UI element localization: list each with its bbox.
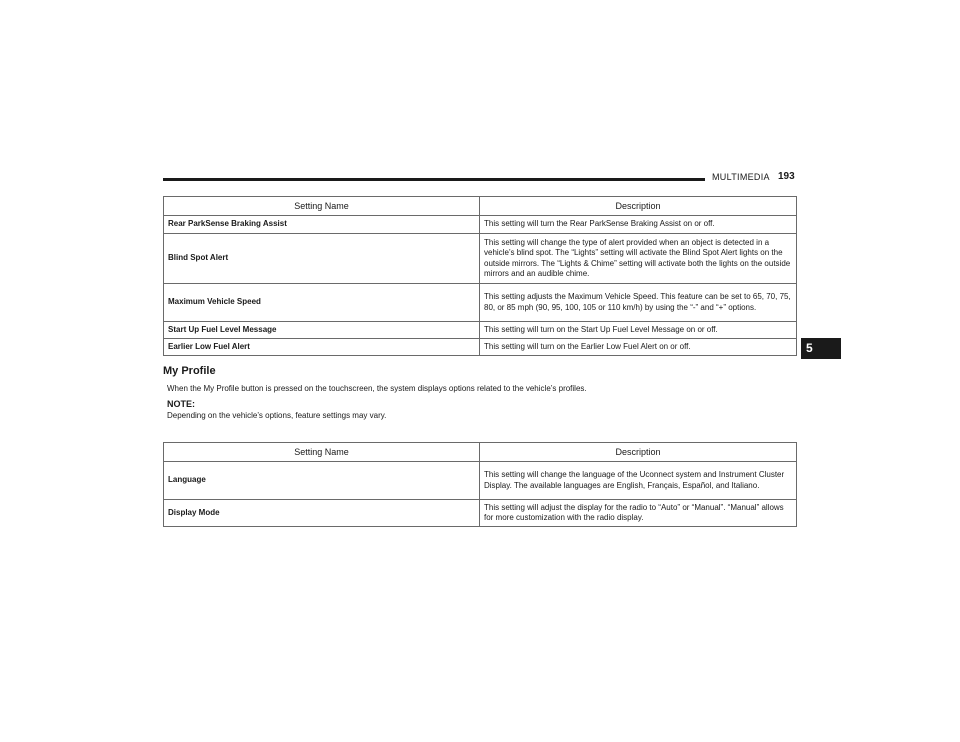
table-row [164, 339, 797, 356]
header-rule [163, 178, 705, 181]
setting-description: This setting will turn the Rear ParkSense Braking Assist on or off. [480, 216, 797, 234]
setting-description: This setting will turn on the Start Up Fuel Level Message on or off. [480, 322, 797, 339]
column-header-setting-name: Setting Name [164, 443, 480, 462]
table-row [164, 462, 797, 500]
chapter-tab: 5 [801, 338, 841, 359]
setting-description: This setting adjusts the Maximum Vehicle Speed. This feature can be set to 65, 70, 75, 80, or 85 mph (90, 95, 100, 105 or 110 km/h) by using the “-” and “+” options. [480, 284, 797, 322]
table-header-row [164, 443, 797, 462]
setting-description: This setting will change the language of the Uconnect system and Instrument Cluster Display. The available languages are English, Français, Español, and Italiano. [480, 462, 797, 500]
setting-name: Display Mode [164, 500, 480, 527]
table-row [164, 322, 797, 339]
section-header: MULTIMEDIA [712, 172, 770, 182]
table-row [164, 500, 797, 527]
column-header-setting-name: Setting Name [164, 197, 480, 216]
setting-name: Language [164, 462, 480, 500]
setting-description: This setting will adjust the display for the radio to “Auto” or “Manual”. “Manual” allows for more customization with the radio display. [480, 500, 797, 527]
intro-paragraph: When the My Profile button is pressed on the touchscreen, the system displays options related to the vehicle’s profiles. [167, 384, 587, 393]
setting-description: This setting will change the type of alert provided when an object is detected in a vehicle’s blind spot. The “Lights” setting will activate the Blind Spot Alert lights on the outside mirrors. The “Lights & Chime” setting will activate both the lights on the outside mirrors and an audible chime. [480, 234, 797, 284]
setting-name: Earlier Low Fuel Alert [164, 339, 480, 356]
setting-name: Blind Spot Alert [164, 234, 480, 284]
setting-name: Start Up Fuel Level Message [164, 322, 480, 339]
profile-settings-table [163, 442, 797, 527]
note-label: NOTE: [167, 399, 195, 409]
setting-description: This setting will turn on the Earlier Low Fuel Alert on or off. [480, 339, 797, 356]
setting-name: Rear ParkSense Braking Assist [164, 216, 480, 234]
setting-name: Maximum Vehicle Speed [164, 284, 480, 322]
table-row [164, 216, 797, 234]
table-row [164, 284, 797, 322]
settings-table [163, 196, 797, 356]
note-text: Depending on the vehicle’s options, feature settings may vary. [167, 411, 387, 420]
table-row [164, 234, 797, 284]
column-header-description: Description [480, 197, 797, 216]
table-header-row [164, 197, 797, 216]
page-number: 193 [778, 171, 795, 182]
column-header-description: Description [480, 443, 797, 462]
section-title-my-profile: My Profile [163, 365, 216, 377]
